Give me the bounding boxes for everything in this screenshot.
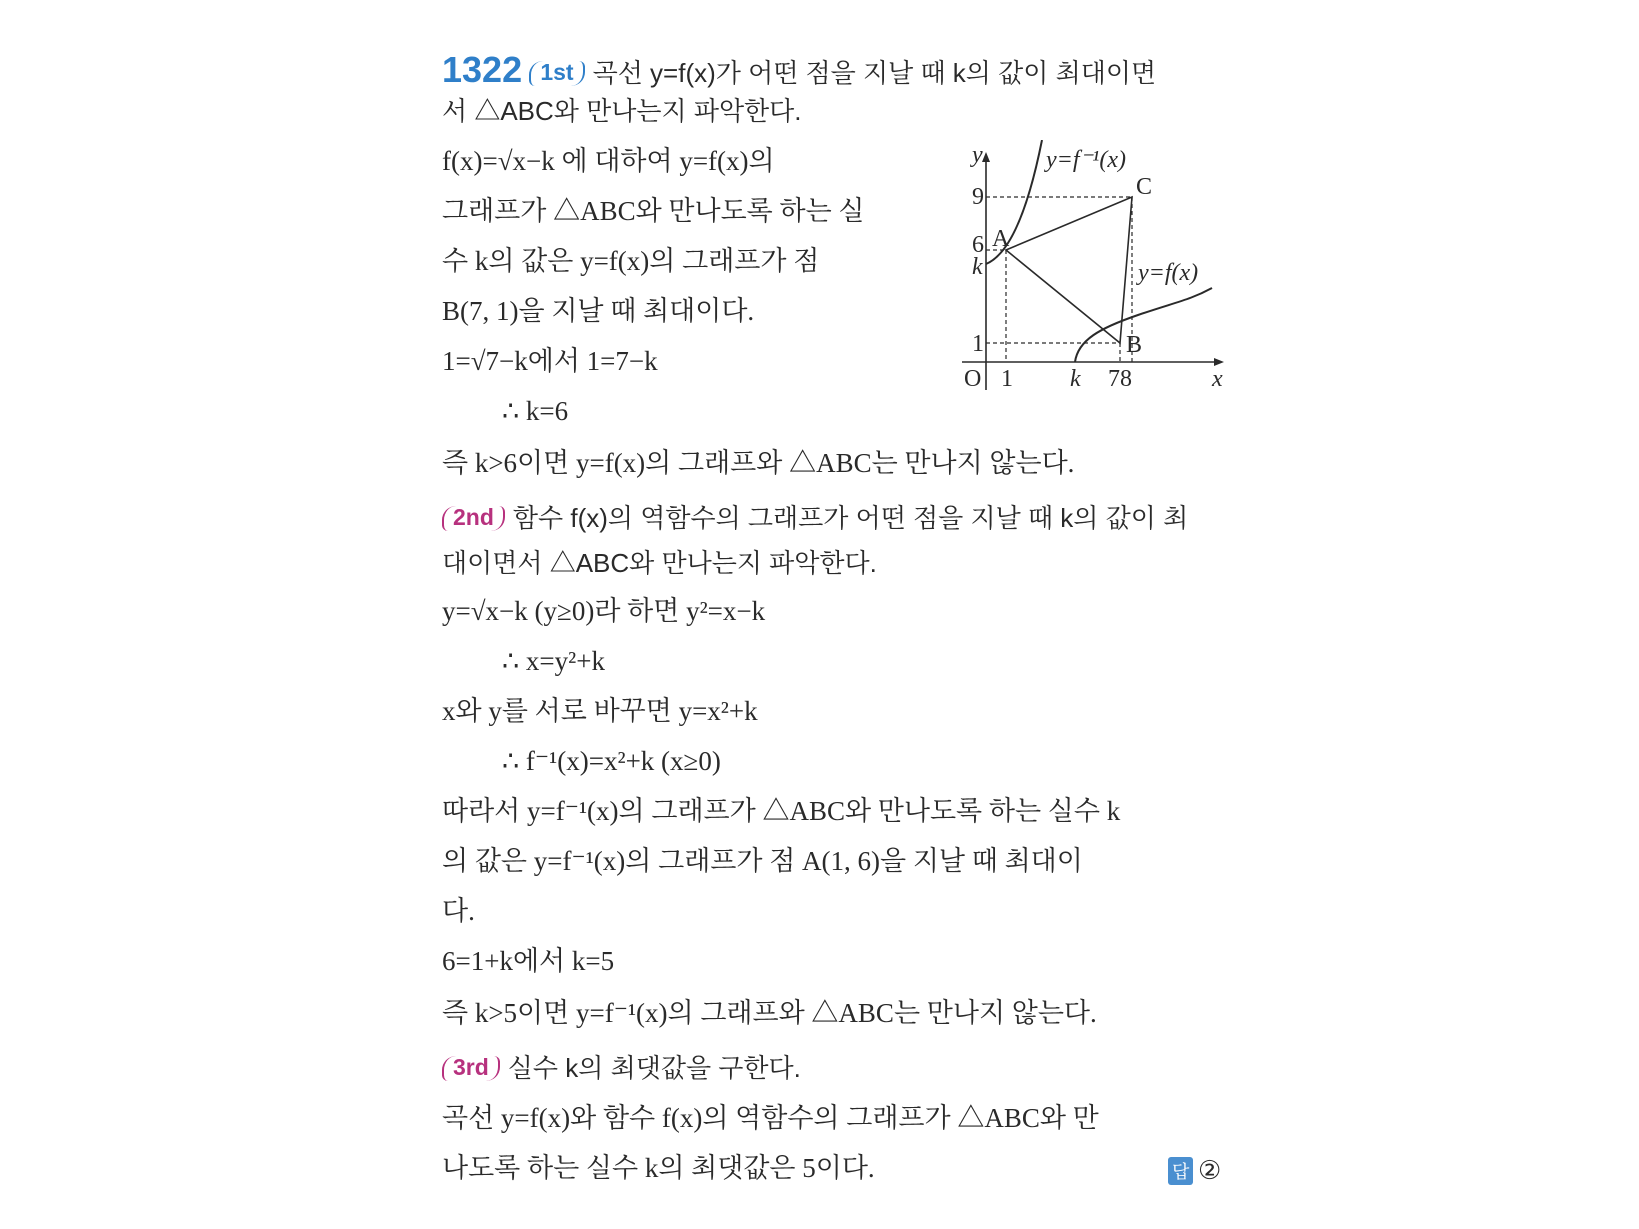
step-3-badge: 3rd <box>442 1056 500 1081</box>
text-line: 의 값은 y=f⁻¹(x)의 그래프가 점 A(1, 6)을 지날 때 최대이 <box>442 846 1083 876</box>
x-axis-label: x <box>1212 366 1223 392</box>
text-line: 수 k의 값은 y=f(x)의 그래프가 점 <box>442 246 820 276</box>
text-line: 곡선 y=f(x)와 함수 f(x)의 역함수의 그래프가 △ABC와 만 <box>442 1103 1099 1133</box>
solution-heading-3 <box>442 1055 801 1081</box>
equation-line: 6=1+k에서 k=5 <box>442 946 615 976</box>
solution-heading-1 <box>442 49 1157 90</box>
text-line: 나도록 하는 실수 k의 최댓값은 5이다. <box>442 1153 875 1183</box>
step-2-badge: 2nd <box>442 506 505 531</box>
origin-label: O <box>964 366 982 392</box>
text-line: 따라서 y=f⁻¹(x)의 그래프가 △ABC와 만나도록 하는 실수 k <box>442 796 1121 826</box>
equation-result: ∴ k=6 <box>502 396 569 426</box>
triangle-abc <box>1006 197 1132 343</box>
inverse-curve-label: y=f⁻¹(x) <box>1046 147 1127 173</box>
y-axis-label: y <box>972 142 983 168</box>
equation-line: 1=√7−k에서 1=7−k <box>442 346 658 376</box>
graph-labels <box>964 142 1223 392</box>
function-curve <box>1075 288 1212 362</box>
point-c-label: C <box>1136 174 1153 200</box>
text-line: 즉 k>5이면 y=f⁻¹(x)의 그래프와 △ABC는 만나지 않는다. <box>442 998 1097 1028</box>
x-axis-arrow <box>1214 358 1224 366</box>
step-2-title-cont: 대이면서 △ABC와 만나는지 파악한다. <box>442 548 877 578</box>
text-line: 다. <box>442 896 475 926</box>
step-2-title: 함수 f(x)의 역함수의 그래프가 어떤 점을 지날 때 k의 값이 최 <box>512 503 1189 533</box>
solution-heading-2 <box>442 505 1188 531</box>
x-tick-label: k <box>1070 366 1081 392</box>
answer-choice: ② <box>1198 1156 1222 1186</box>
text-line: B(7, 1)을 지날 때 최대이다. <box>442 296 755 326</box>
text-line: 즉 k>6이면 y=f(x)의 그래프와 △ABC는 만나지 않는다. <box>442 448 1075 478</box>
point-a-label: A <box>992 226 1010 252</box>
text-line: f(x)=√x−k 에 대하여 y=f(x)의 <box>442 146 775 176</box>
y-tick-label: 9 <box>972 184 984 210</box>
x-tick-label: 78 <box>1108 366 1132 392</box>
step-1-badge: 1st <box>529 61 584 86</box>
curve-label: y=f(x) <box>1138 260 1199 286</box>
step-3-title: 실수 k의 최댓값을 구한다. <box>507 1053 801 1083</box>
answer-label: 답 <box>1168 1157 1193 1185</box>
equation-result: ∴ x=y²+k <box>502 646 605 676</box>
guide-lines <box>986 197 1132 362</box>
point-b-label: B <box>1126 332 1143 358</box>
y-tick-label: k <box>972 254 983 280</box>
y-tick-label: 1 <box>972 331 984 357</box>
graph-figure <box>950 140 1240 400</box>
text-line: 그래프가 △ABC와 만나도록 하는 실 <box>442 196 865 226</box>
equation-line: x와 y를 서로 바꾸면 y=x²+k <box>442 696 758 726</box>
step-1-title: 곡선 y=f(x)가 어떤 점을 지날 때 k의 값이 최대이면 <box>592 58 1157 88</box>
equation-result: ∴ f⁻¹(x)=x²+k (x≥0) <box>502 746 721 776</box>
y-tick-label: 6 <box>972 232 984 258</box>
x-tick-label: 1 <box>1001 366 1013 392</box>
step-1-title-cont: 서 △ABC와 만나는지 파악한다. <box>442 96 802 126</box>
problem-number: 1322 <box>442 49 523 90</box>
y-axis-arrow <box>982 152 990 162</box>
equation-line: y=√x−k (y≥0)라 하면 y²=x−k <box>442 596 766 626</box>
